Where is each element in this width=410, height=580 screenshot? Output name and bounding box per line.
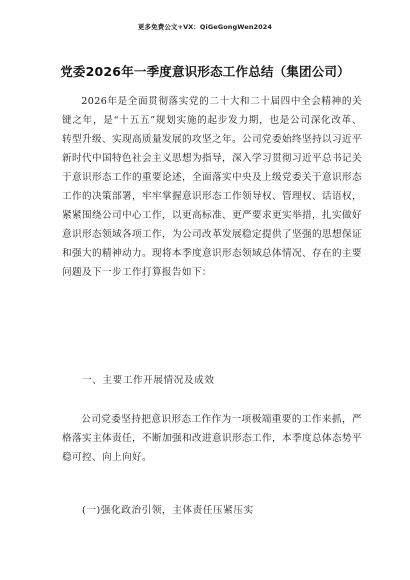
intro-paragraph: 2026年是全面贯彻落实党的二十大和二十届四中全会精神的关键之年，是“十五五”规划实施的起步发力期，也是公司深化改革、转型升级、实现高质量发展的攻坚之年。公司党委始终坚持以习近平新时代中国特色社会主义思想为指导，深入学习贯彻习近平总书记关于意识形态工作的重要论述，全面落实中央及上级党委关于意识形态工作的决策部署，牢牢掌握意识形态工作领导权、管理权、话语权，紧紧围绕公司中心工作，以更高标准、更严要求更实举措，扎实做好意识形态领域各项工作，为公司改革发展稳定提供了坚强的思想保证和强大的精神动力。现将本季度意识形态领域总体情况、存在的主要问题及下一步工作打算报告如下：	[62, 96, 362, 278]
header-note: 更多免费公文+VX：QiGeGongWen2024	[137, 23, 273, 31]
document-title: 党委2026年一季度意识形态工作总结（集团公司）	[60, 64, 350, 79]
section-paragraph: 公司党委坚持把意识形态工作作为一项极端重要的工作来抓，严格落实主体责任，不断加强和改进意识形态工作，本季度总体态势平稳可控、向上向好。	[62, 414, 362, 463]
section-heading: 一、主要工作开展情况及成效	[82, 375, 215, 386]
subsection-heading: (一)强化政治引领，主体责任压紧压实	[82, 505, 254, 516]
